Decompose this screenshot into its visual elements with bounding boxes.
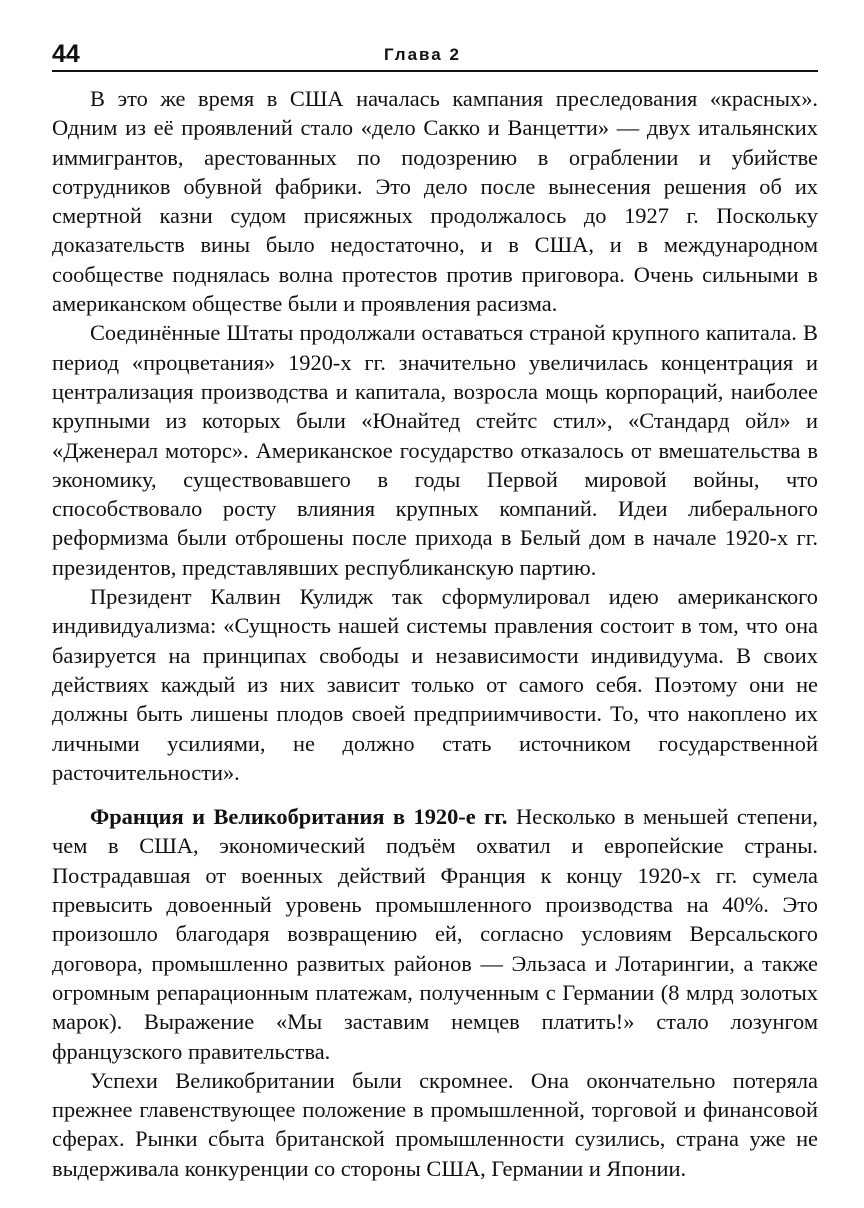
page-number: 44 bbox=[52, 40, 80, 68]
section-heading: Франция и Великобритания в 1920-е гг. bbox=[90, 804, 508, 830]
paragraph: Соединённые Штаты продолжали оставаться страной крупного капитала. В период «процветания» 1920-х гг. значительно увеличилась концентрация и централизация производства и капитала, возросла мощь корпораций, наиболее крупными из которых были «Юнайтед стейтс стил», «Стандард ойл» и «Дженерал моторс». Американское государство отказалось от вмешательства в экономику, существовавшего в годы Первой мировой войны, что способствовало росту влияния крупных компаний. Идеи либерального реформизма были отброшены после прихода в Белый дом в начале 1920-х гг. президентов, представлявших республиканскую партию. bbox=[52, 320, 818, 580]
paragraph: Успехи Великобритании были скромнее. Она окончательно потеряла прежнее главенствующее положение в промышленной, торговой и финансовой сферах. Рынки сбыта британской промышленности сузились, страна уже не выдерживала конкуренции со стороны США, Германии и Японии. bbox=[52, 1067, 818, 1181]
page-header bbox=[52, 40, 818, 72]
body-text bbox=[52, 84, 818, 1183]
section-paragraph bbox=[52, 802, 818, 1066]
paragraph: В это же время в США началась кампания преследования «красных». Одним из её проявлений стало «дело Сакко и Ванцетти» — двух итальянских иммигрантов, арестованных по подозрению в ограблении и убийстве сотрудников обувной фабрики. Это дело после вынесения решения об их смертной казни судом присяжных продолжалось до 1927 г. Поскольку доказательств вины было недостаточно, и в США, и в международном сообществе поднялась волна протестов против приговора. Очень сильными в американском обществе были и проявления расизма. bbox=[52, 86, 818, 317]
section-lead-text: Несколько в меньшей степени, чем в США, экономический подъём охватил и европейские страны. Пострадавшая от военных действий Франция к концу 1920-х гг. сумела превысить довоенный уровень промышленного производства на 40%. Это произошло благодаря возвращению ей, согласно условиям Версальского договора, промышленно развитых районов — Эльзаса и Лотарингии, а также огромным репарационным платежам, полученным с Германии (8 млрд золотых марок). Выражение «Мы заставим немцев платить!» стало лозунгом французского правительства. bbox=[52, 804, 818, 1064]
chapter-title: Глава 2 bbox=[384, 45, 461, 64]
header-rule bbox=[52, 70, 818, 72]
paragraph: Президент Калвин Кулидж так сформулировал идею американского индивидуализма: «Сущность нашей системы правления состоит в том, что она базируется на принципах свободы и независимости индивидуума. В своих действиях каждый из них зависит только от самого себя. Поэтому они не должны быть лишены плодов своей предприимчивости. То, что накоплено их личными усилиями, не должно стать источником государственной расточительности». bbox=[52, 584, 818, 785]
